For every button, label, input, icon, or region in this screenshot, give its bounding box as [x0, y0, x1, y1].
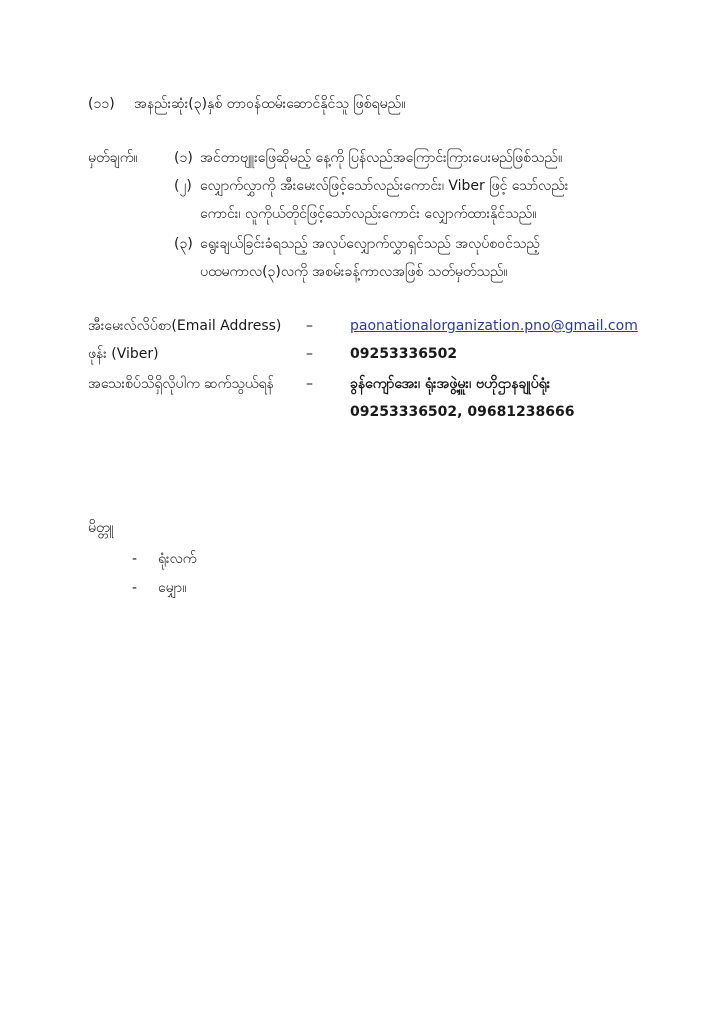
email-link[interactable]: paonationalorganization.pno@gmail.com [350, 318, 638, 334]
cc-item-1-dash: - [132, 551, 138, 567]
cc-label: မိတ္တူ [88, 520, 114, 536]
item-11-text: အနည်းဆုံး(၃)နှစ် တာဝန်ထမ်းဆောင်နိုင်သူ ဖြစ်ရမည်။ [134, 96, 406, 112]
phone-value: 09253336502 [350, 346, 458, 362]
details-contact-phones: 09253336502, 09681238666 [350, 404, 575, 420]
details-dash: – [306, 376, 313, 392]
cc-item-2-dash: - [132, 580, 138, 596]
email-dash: – [306, 318, 313, 334]
email-label: အီးမေးလ်လိပ်စာ(Email Address) [88, 318, 282, 334]
note-2-line-2: ကောင်း၊ လူကိုယ်တိုင်ဖြင့်သော်လည်းကောင်း လျှောက်ထားနိုင်သည်။ [200, 206, 537, 222]
notes-label: မှတ်ချက်။ [88, 150, 138, 166]
phone-dash: – [306, 346, 313, 362]
details-contact-name: ခွန်ကျော်အေး၊ ရုံးအဖွဲ့မှူး၊ ဗဟိုဌာနချုပ်ရုံး [350, 376, 551, 392]
item-11-number: (၁၁) [88, 96, 115, 112]
note-2-line-1: လျှောက်လွှာကို အီးမေးလ်ဖြင့်သော်လည်းကောင်း၊ Viber ဖြင့် သော်လည်း [200, 178, 569, 194]
note-2-number: (၂) [174, 178, 192, 194]
cc-item-2: မျှော။ [158, 580, 187, 596]
cc-item-1: ရုံးလက် [158, 551, 197, 567]
note-3-line-2: ပထမကာလ(၃)လကို အစမ်းခန့်ကာလအဖြစ် သတ်မှတ်သည်။ [200, 264, 508, 280]
note-3-line-1: ရွေးချယ်ခြင်းခံရသည့် အလုပ်လျှောက်လွှာရှင်သည် အလုပ်စဝင်သည့် [200, 236, 540, 252]
phone-label: ဖုန်း (Viber) [88, 346, 159, 362]
note-1-line-1: အင်တာဗျူးဖြေဆိုမည့် နေ့ကို ပြန်လည်အကြောင်းကြားပေးမည်ဖြစ်သည်။ [200, 150, 563, 166]
note-3-number: (၃) [174, 236, 193, 252]
details-label: အသေးစိပ်သိရှိလိုပါက ဆက်သွယ်ရန် [88, 376, 274, 392]
note-1-number: (၁) [174, 150, 193, 166]
